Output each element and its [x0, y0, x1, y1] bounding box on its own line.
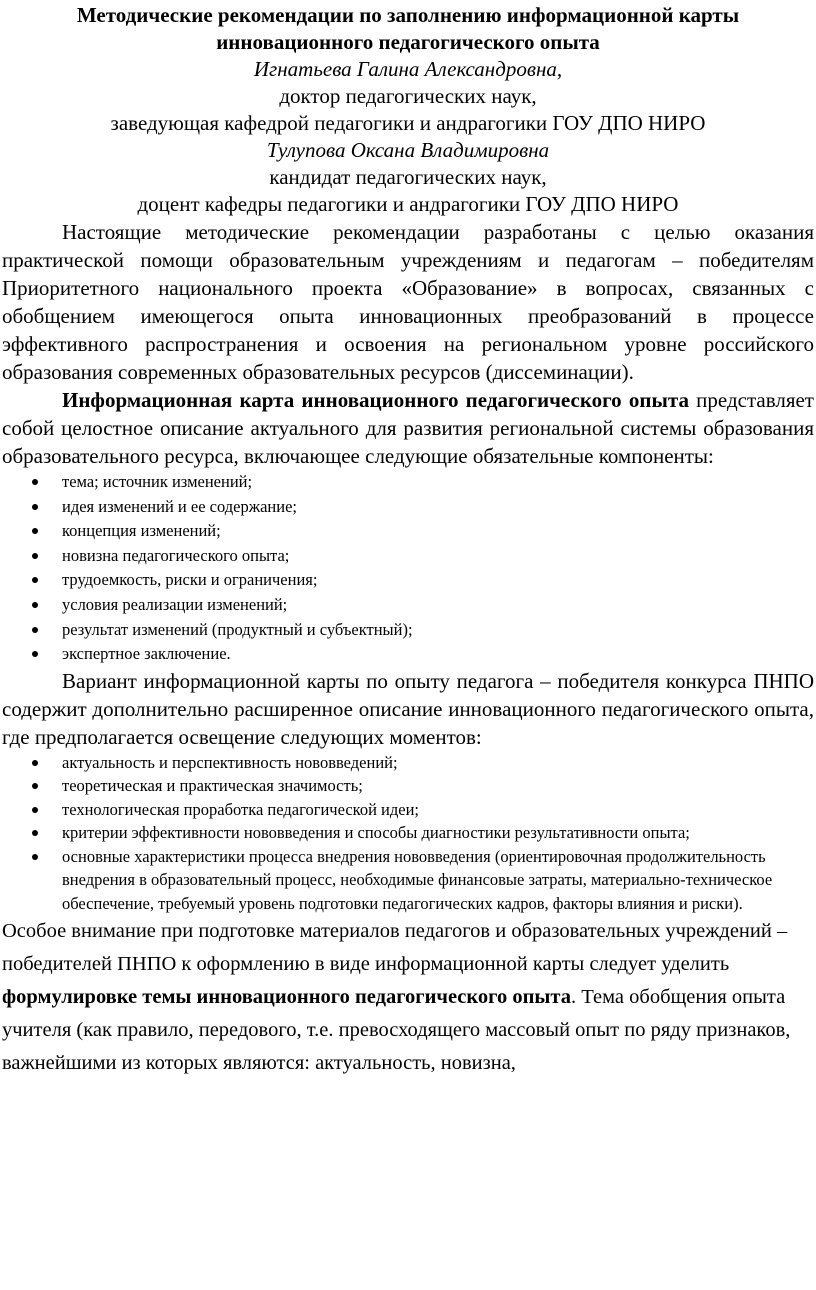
list-item-text: тема; источник изменений; [62, 472, 253, 491]
list-item-text: основные характеристики процесса внедрения нововведения (ориентировочная продолжительность внедрения в образовательный процесс, необходимые финансовые затраты, материально-техническое обеспечение, требуемый уровень подготовки педагогических кадров, факторы влияния и риски). [62, 846, 773, 913]
title-line-2: инновационного педагогического опыта [216, 30, 600, 54]
list-item [30, 544, 814, 569]
list-item [30, 618, 814, 643]
author2-degree: кандидат педагогических наук, [269, 165, 547, 189]
list-item [30, 751, 814, 775]
list-item [30, 798, 814, 822]
intro-paragraph: Настоящие методические рекомендации разработаны с целью оказания практической помощи образовательным учреждениям и педагогам – победителям Приоритетного национального проекта «Образование» в вопросах, связанных с обобщением имеющегося опыта инновационных преобразований в процессе эффективного распространения и освоения на региональном уровне российского образования современных образовательных ресурсов (диссеминации). [2, 220, 814, 384]
list-item-text: трудоемкость, риски и ограничения; [62, 570, 318, 590]
document-page [0, 2, 816, 1290]
info-card-term: Информационная карта инновационного педагогического опыта [62, 388, 689, 412]
author2-name: Тулупова Оксана Владимировна [266, 138, 550, 162]
final-paragraph [2, 915, 814, 1080]
author1-name: Игнатьева Галина Александровна, [253, 57, 563, 81]
list-item [30, 642, 814, 667]
list-item-text: критерии эффективности нововведения и способы диагностики результативности опыта; [62, 823, 690, 843]
list-item [30, 821, 814, 845]
list-item-text: новизна педагогического опыта; [62, 545, 290, 565]
list-item-text: идея изменений и ее содержание; [62, 496, 297, 516]
author2-position: доцент кафедры педагогики и андрагогики ГОУ ДПО НИРО [137, 192, 679, 216]
info-card-paragraph [2, 386, 814, 470]
components-list [2, 470, 814, 667]
list-item-text: результат изменений (продуктный и субъектный); [62, 619, 413, 639]
list-item [30, 495, 814, 520]
list-item [30, 593, 814, 618]
list-item [30, 774, 814, 798]
list-item-text: актуальность и перспективность нововведений; [62, 752, 398, 772]
author1-degree: доктор педагогических наук, [279, 84, 537, 108]
final-text-1: Особое внимание при подготовке материалов педагогов и образовательных учреждений – победителей ПНПО к оформлению в виде информационной карты следует уделить [2, 920, 788, 976]
list-item-text: экспертное заключение. [62, 644, 231, 664]
moments-list [2, 751, 814, 916]
title-line-1: Методические рекомендации по заполнению информационной карты [76, 3, 740, 27]
list-item-text: концепция изменений; [62, 521, 221, 541]
final-emphasis: формулировке темы инновационного педагогического опыта [2, 986, 571, 1009]
variant-paragraph: Вариант информационной карты по опыту педагога – победителя конкурса ПНПО содержит дополнительно расширенное описание инновационного педагогического опыта, где предполагается освещение следующих моментов: [2, 668, 814, 749]
list-item [30, 568, 814, 593]
list-item-text: условия реализации изменений; [62, 594, 288, 614]
list-item [30, 519, 814, 544]
author1-position: заведующая кафедрой педагогики и андрагогики ГОУ ДПО НИРО [110, 111, 706, 135]
info-card-definition: представляет собой целостное описание актуального для развития региональной системы образования образовательного ресурса, включающее следующие обязательные компоненты: [2, 388, 814, 468]
list-item-text: теоретическая и практическая значимость; [62, 776, 363, 796]
list-item [30, 470, 814, 495]
list-item [30, 845, 814, 916]
document-title [2, 2, 814, 56]
list-item-text: технологическая проработка педагогической идеи; [62, 799, 419, 819]
final-text-2: . Тема обобщения опыта учителя (как правило, передового, т.е. превосходящего массовый опыт по ряду признаков, важнейшими из которых являются: актуальность, новизна, [2, 986, 791, 1075]
